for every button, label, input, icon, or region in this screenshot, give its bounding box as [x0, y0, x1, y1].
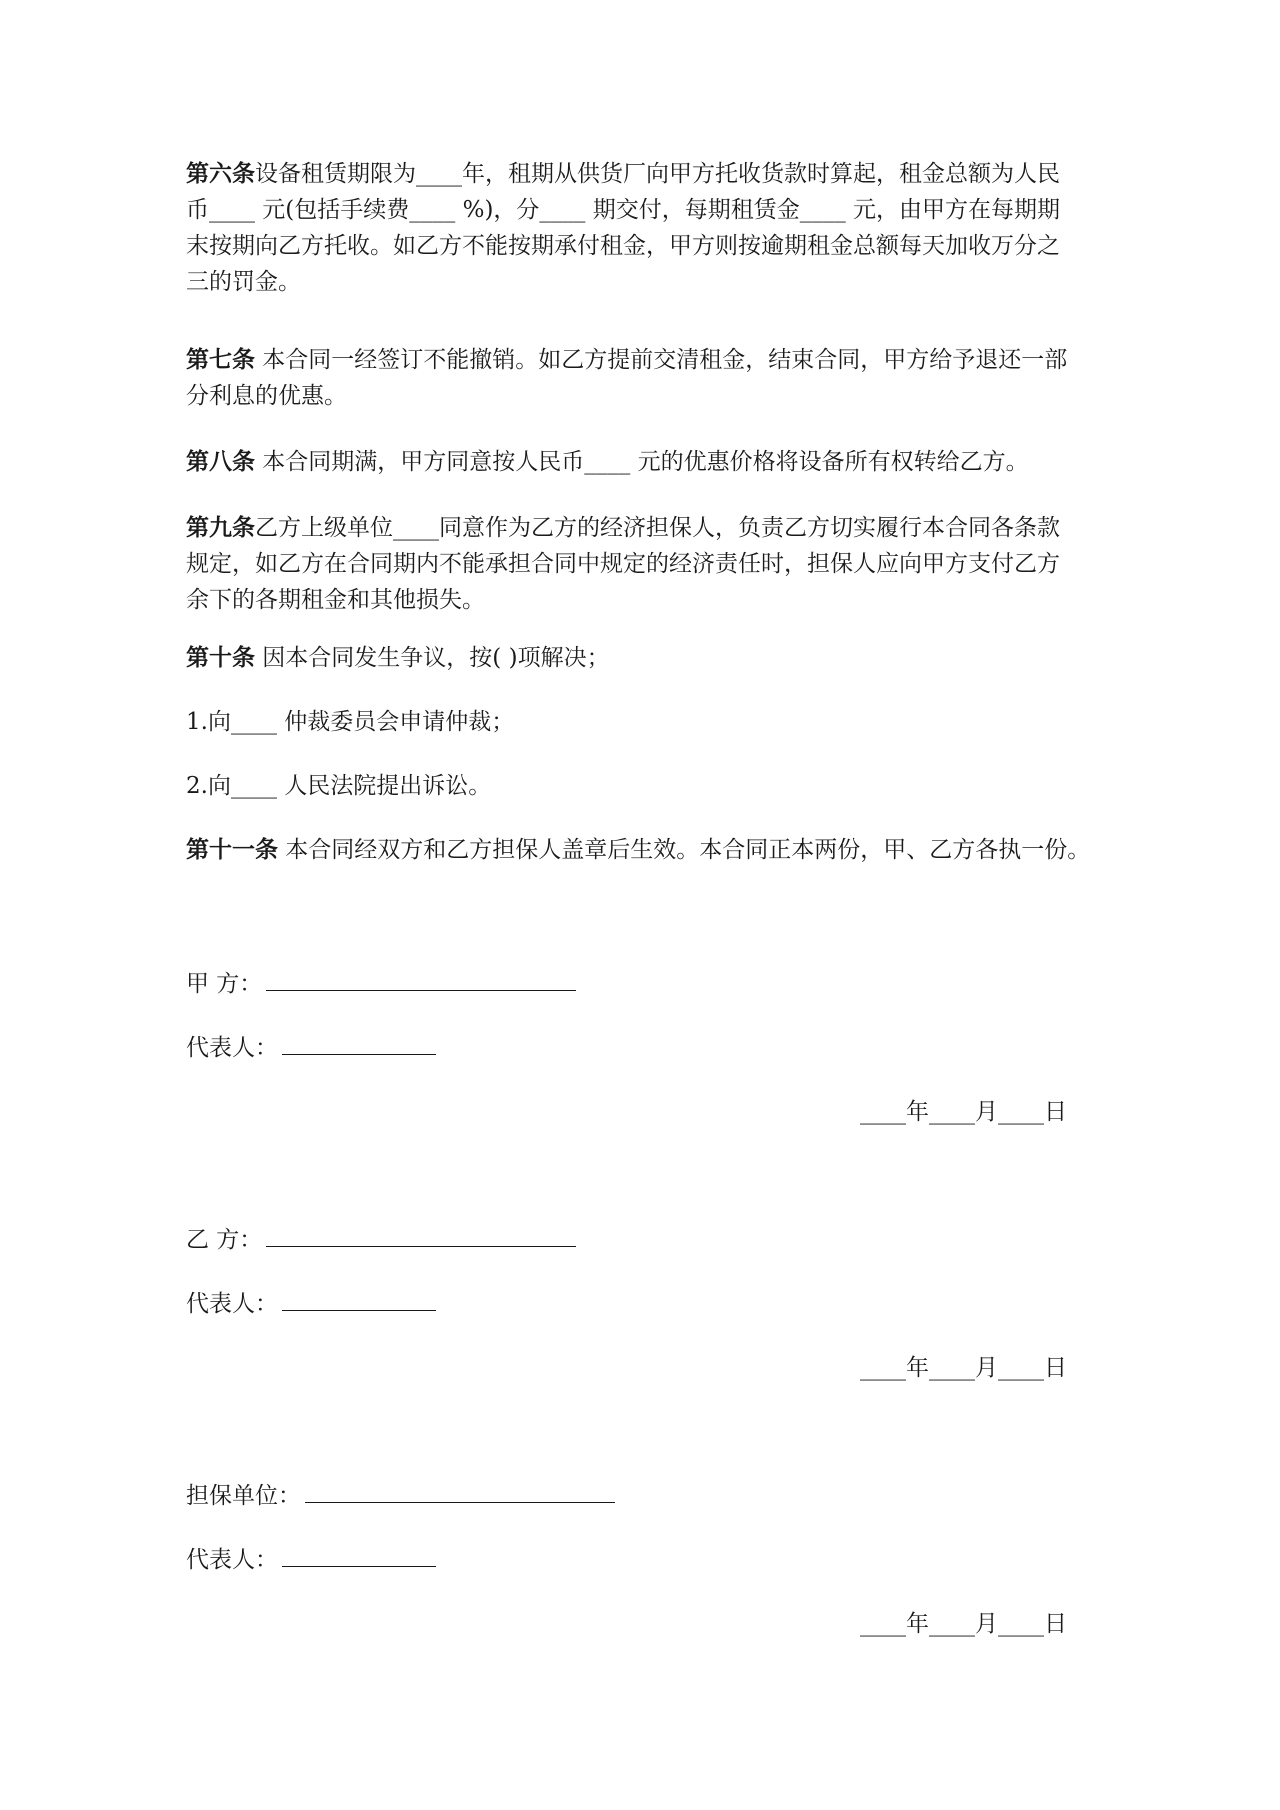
party-a-signature-line[interactable]: [266, 968, 576, 991]
party-a-rep-label: 代表人：: [186, 1035, 278, 1061]
guarantor-rep-signature-line[interactable]: [282, 1544, 436, 1567]
party-b-label: 乙 方：: [186, 1227, 263, 1253]
party-b-date: ____年____月____日: [860, 1355, 1067, 1381]
article-6-line-2: 币____ 元(包括手续费____ %)，分____ 期交付，每期租赁金____ 元，由甲方在每期期: [186, 197, 1061, 223]
party-b-row: [186, 1222, 576, 1258]
article-6-line-1: 设备租赁期限为____年，租期从供货厂向甲方托收货款时算起，租金总额为人民: [255, 161, 1060, 187]
article-9-line-1: 乙方上级单位____同意作为乙方的经济担保人，负责乙方切实履行本合同各条款: [255, 515, 1060, 541]
party-b-rep-label: 代表人：: [186, 1291, 278, 1317]
article-6: [186, 156, 1176, 300]
guarantor-signature-line[interactable]: [305, 1480, 615, 1503]
article-11-heading: 第十一条: [186, 836, 278, 863]
article-10-line-1: 因本合同发生争议，按( )项解决；: [255, 645, 610, 671]
article-6-heading: 第六条: [186, 160, 255, 187]
article-7: [186, 342, 1176, 414]
party-a-row: [186, 966, 576, 1002]
guarantor-row: [186, 1478, 615, 1514]
article-8-line-1: 本合同期满，甲方同意按人民币____ 元的优惠价格将设备所有权转给乙方。: [255, 449, 1029, 475]
article-11-line-1: 本合同经双方和乙方担保人盖章后生效。本合同正本两份，甲、乙方各执一份。: [278, 837, 1091, 863]
article-7-heading: 第七条: [186, 346, 255, 373]
article-10-item-2: 2.向____ 人民法院提出诉讼。: [186, 773, 492, 799]
guarantor-date: ____年____月____日: [860, 1611, 1067, 1637]
party-a-rep-row: [186, 1030, 436, 1066]
guarantor-label: 担保单位：: [186, 1483, 301, 1509]
article-8-heading: 第八条: [186, 448, 255, 475]
party-b-signature-line[interactable]: [266, 1224, 576, 1247]
party-a-label: 甲 方：: [186, 971, 263, 997]
article-8: [186, 444, 1176, 480]
party-b-rep-row: [186, 1286, 436, 1322]
article-7-line-1: 本合同一经签订不能撤销。如乙方提前交清租金，结束合同，甲方给予退还一部: [255, 347, 1068, 373]
article-11: [186, 832, 1176, 868]
article-9: [186, 510, 1176, 618]
party-a-rep-signature-line[interactable]: [282, 1032, 436, 1055]
article-6-line-4: 三的罚金。: [186, 269, 301, 295]
article-10-item-1: 1.向____ 仲裁委员会申请仲裁；: [186, 709, 515, 735]
guarantor-rep-row: [186, 1542, 436, 1578]
party-a-date: ____年____月____日: [860, 1099, 1067, 1125]
article-10-heading: 第十条: [186, 644, 255, 671]
article-9-line-3: 余下的各期租金和其他损失。: [186, 587, 485, 613]
article-10: [186, 640, 1176, 676]
article-6-line-3: 末按期向乙方托收。如乙方不能按期承付租金，甲方则按逾期租金总额每天加收万分之: [186, 233, 1060, 259]
guarantor-rep-label: 代表人：: [186, 1547, 278, 1573]
article-7-line-2: 分利息的优惠。: [186, 383, 347, 409]
article-9-heading: 第九条: [186, 514, 255, 541]
article-9-line-2: 规定，如乙方在合同期内不能承担合同中规定的经济责任时，担保人应向甲方支付乙方: [186, 551, 1060, 577]
party-b-rep-signature-line[interactable]: [282, 1288, 436, 1311]
